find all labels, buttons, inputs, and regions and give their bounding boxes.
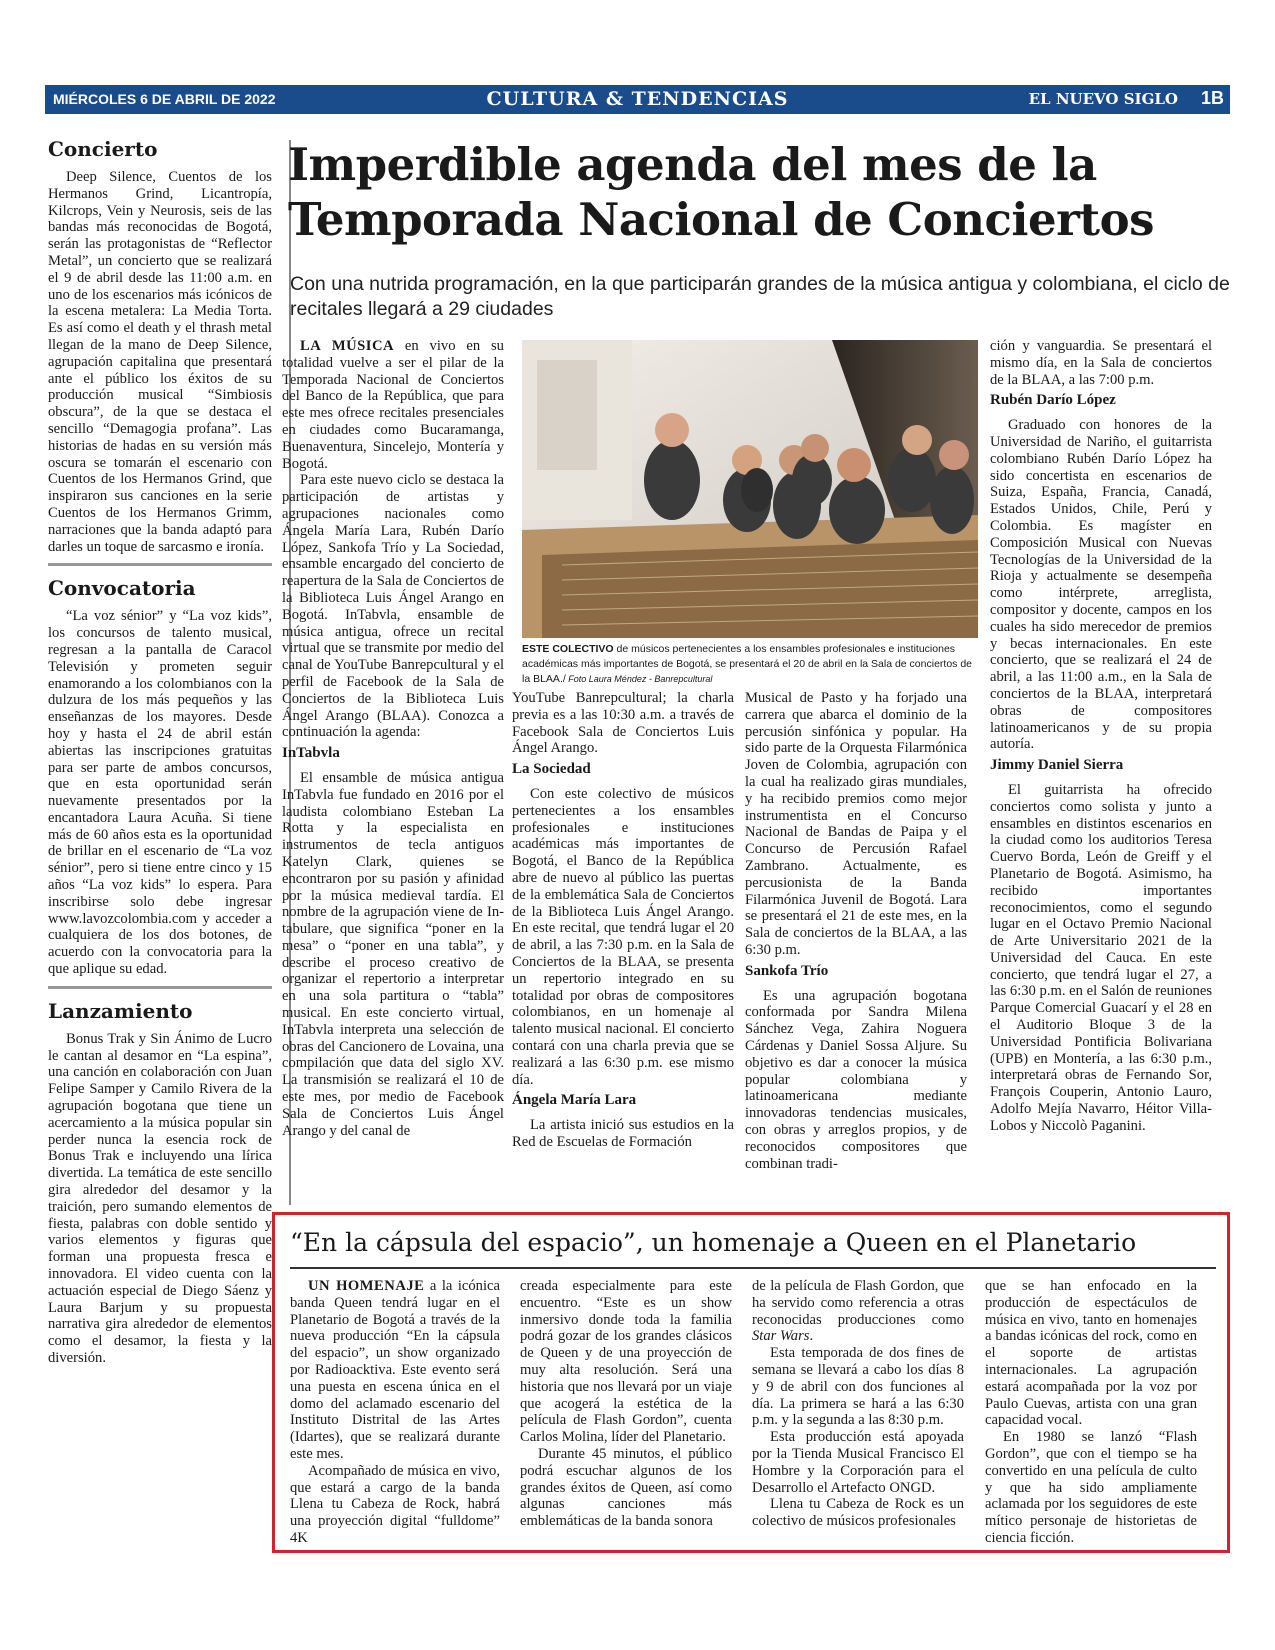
brief-lanzamiento [48,1031,272,1367]
section-title: CULTURA & TENDENCIAS [486,88,789,110]
newspaper-name: EL NUEVO SIGLO [1028,90,1178,108]
sidebar-briefs [48,137,272,1367]
article-paragraph: El ensamble de música antigua InTabvla fue fundado en 2016 por el laudista colombiano Esteban La Rotta y la especialista en instrumentos de tecla antiguos Katelyn Clark, quienes se encontraron por su pasión y afinidad por la música medieval tardía. El nombre de la agrupación viene de In-tabulare, que significa “poner en la mesa” o “poner en una tabla”, y describe el proceso creativo de organizar el repertorio a interpretar en una sola partitura o “tabla” musical. En este concierto virtual, InTabvla interpreta una selección de obras del Cancionero de Lovaina, una compilación que data del siglo XV. La transmisión se realizará el 10 de este mes, por medio de Facebook Sala de Conciertos Luis Ángel Arango y del canal de [282,769,504,1139]
box-paragraph: creada especialmente para este encuentro. “Este es un show inmersivo donde toda la familia podrá gozar de los grandes clásicos de Queen y de una proyección de muy alta resolución. Será una historia que nos llevará por un viaje que acogerá la estética de la película de Flash Gordon”, cuenta Carlos Molina, líder del Planetario. [520,1278,732,1446]
box-paragraph: Esta producción está apoyada por la Tienda Musical Francisco El Hombre y la Corporación para el Desarrollo el Artefacto ONGD. [752,1429,964,1496]
film-title: Star Wars [752,1328,810,1345]
photo-caption [522,642,978,687]
box-text: . [809,1328,814,1345]
caption-text: de músicos pertenecientes a los ensambles profesionales e instituciones académicas más importantes de Bogotá, se presentará el 20 de abril en la Sala de conciertos de la BLAA./ [522,643,973,685]
brief-heading-concierto: Concierto [48,137,158,161]
musicians-photo [522,340,978,638]
box-title-rule [290,1267,1216,1269]
box-paragraph [752,1278,964,1345]
subhead-ruben-dario-lopez: Rubén Darío López [990,392,1116,409]
brief-convocatoria-text: “La voz sénior” y “La voz kids”, los concursos de talento musical, regresan a la pantalla de Caracol Televisión y prometen seguir enamorando a los colombianos con la dulzura de los más pequeños y las enseñanzas de los mayores. Desde hoy y hasta el 24 de abril están abiertas las inscripciones gratuitas para ser parte de ambos concursos, que en esta oportunidad serán nuevamente presentados por la encantadora Laura Acuña. Si tiene más de 60 años esta es la oportunidad de brillar en el escenario de “La voz sénior”, pero si tiene entre cinco y 15 años “La voz kids” lo espera. Para inscribirse solo debe ingresar www.lavozcolombia.com y acceder a cualquiera de los dos botones, de acuerdo con la convocatoria para la que aplique su edad. [48,608,272,978]
box-paragraph: Esta temporada de dos fines de semana se llevará a cabo los días 8 y 9 de abril con dos funciones al día. La primera se hará a las 6:30 p.m. y la segunda a las 8:30 p.m. [752,1345,964,1429]
article-paragraph: La artista inició sus estudios en la Red de Escuelas de Formación [512,1117,734,1150]
box-headline: “En la cápsula del espacio”, un homenaje a Queen en el Planetario [290,1228,1137,1257]
box-text: a la icónica banda Queen tendrá lugar en el Planetario de Bogotá a través de la nueva producción “En la cápsula del espacio”, un show organizado por Radioacktiva. Este evento será una puesta en escena única en el domo del aclamado escenario del Instituto Distrital de las Artes (Idartes), que se realizará durante este mes. [290,1278,500,1462]
article-paragraph: YouTube Banrepcultural; la charla previa es a las 10:30 a.m. a través de Facebook Sala de Conciertos Luis Ángel Arango. [512,690,734,757]
article-column-4 [990,338,1212,1135]
subhead-intabvla: InTabvla [282,745,340,762]
box-column-2 [520,1278,732,1530]
sidebar-divider [48,563,272,566]
sidebar-divider [48,986,272,989]
article-paragraph: El guitarrista ha ofrecido conciertos como solista y junto a ensambles en distintos escenarios en la ciudad como los auditorios Teresa Cuervo Borda, León de Greiff y el Planetario de Bogotá. Asimismo, ha recibido importantes reconocimientos, como el segundo lugar en el Octavo Premio Nacional de Arte Universitario 2021 de la Universidad del Cauca. En este concierto, que tendrá lugar el 27, a las 6:30 p.m. en el Salón de reuniones Parque Comercial Guacarí y el 28 en el Auditorio Bloque 3 de la Universidad Pontificia Bolivariana (UPB) en Montería, a las 6:30 p.m., interpretará obras de Fernando Sor, François Couperin, Antonio Lauro, Adolfo Mejía Navarro, Héitor Villa-Lobos y Niccolò Paganini. [990,781,1212,1134]
article-paragraph: Con este colectivo de músicos pertenecientes a los ensambles profesionales e instituciones académicas más importantes de Bogotá, el Banco de la República abre de nuevo al público las puertas de la emblemática Sala de Conciertos de la Biblioteca Luis Ángel Arango. En este recital, que tendrá lugar el 20 de abril, a las 7:30 p.m. en la Sala de Conciertos de la BLAA, se presenta un repertorio integrado en su totalidad por obras de compositores colombianos, en un homenaje al talento musical nacional. El concierto contará con una charla previa que se realizará a las 6:30 p.m. ese mismo día. [512,785,734,1088]
box-paragraph: Durante 45 minutos, el público podrá escuchar algunos de los grandes éxitos de Queen, así como algunas canciones más emblemáticas de la banda sonora [520,1445,732,1530]
article-text: en vivo en su totalidad vuelve a ser el pilar de la Temporada Nacional de Conciertos del Banco de la República, que para este mes ofrece recitales presenciales en ciudades como Bucaramanga, Buenaventura, Sincelejo, Montería y Bogotá. [282,338,504,472]
box-paragraph: que se han enfocado en la producción de espectáculos de música en vivo, tanto en homenajes a bandas icónicas del rock, como en el soporte de artistas internacionales. La agrupación estará acompañada por la voz por Paulo Cuevas, artista con una gran capacidad vocal. [985,1278,1197,1429]
box-column-4 [985,1278,1197,1547]
article-deck: Con una nutrida programación, en la que participarán grandes de la música antigua y colombiana, el ciclo de recitales llegará a 29 ciudades [290,273,1230,320]
photo-credit: Foto Laura Méndez - Banrepcultural [565,674,713,684]
box-paragraph [290,1278,500,1463]
box-lead-in: UN HOMENAJE [308,1278,425,1294]
article-headline: Imperdible agenda del mes de la Temporada Nacional de Conciertos [288,138,1154,246]
issue-date: MIÉRCOLES 6 DE ABRIL DE 2022 [53,91,276,107]
article-lead-in: LA MÚSICA [300,338,395,354]
box-text: de la película de Flash Gordon, que ha servido como referencia a otras reconocidas producciones como [752,1278,964,1328]
brief-concierto-text: Deep Silence, Cuentos de los Hermanos Grind, Licantropía, Kilcrops, Vein y Neurosis, seis de las bandas más reconocidas de Bogotá, serán las protagonistas de “Reflector Metal”, un concierto que se realizará el 9 de abril desde las 11:00 a.m. en uno de los escenarios más icónicos de la escena metalera: La Media Torta. Es así como el death y el thrash metal llegan de la mano de Deep Silence, agrupación capitalina que presentará ante el público los éxitos de su producción musical “Simbiosis obscura”, de la que se destaca el sencillo “Demagogia profana”. Las historias de hadas en su versión más oscura se tomarán el escenario con Cuentos de los Hermanos Grind, que inspiraron sus canciones en la serie Cuentos de los Hermanos Grimm, narraciones que la banda adaptó para darles un toque de sarcasmo e ironía. [48,169,272,555]
subhead-la-sociedad: La Sociedad [512,761,591,778]
article-paragraph: ción y vanguardia. Se presentará el mismo día, en la Sala de conciertos de la BLAA, a las 7:00 p.m. [990,338,1212,388]
article-paragraph: Para este nuevo ciclo se destaca la participación de artistas y agrupaciones nacionales como Ángela María Lara, Rubén Darío López, Sankofa Trío y La Sociedad, ensamble encargado del concierto de reapertura de la Sala de Conciertos de la Biblioteca Luis Ángel Arango en Bogotá. InTabvla, ensamble de música antigua, ofrece un recital virtual que se transmite por medio del canal de YouTube Banrepcultural y el perfil de Facebook de la Sala de Conciertos de la Biblioteca Luis Ángel Arango (BLAA). Conozca a continuación la agenda: [282,472,504,741]
brief-lanzamiento-text: Bonus Trak y Sin Ánimo de Lucro le cantan al desamor en “La espina”, una canción en colaboración con Juan Felipe Samper y Camilo Rivera de la agrupación bogotana que tiene un acercamiento a la música popular sin perder nunca la esencia rock de Bonus Trak e incluyendo una lírica divertida. La temática de este sencillo gira alrededor del desamor y la traición, pero sumando elementos de fiesta, palabras con doble sentido y varios elementos y figuras que forman una propuesta fresca e innovadora. El video cuenta con la actuación especial de Diego Sáenz y Laura Barjum y su propuesta narrativa gira alrededor de elementos como el desamor, la fiesta y la diversión. [48,1030,272,1366]
photo-illustration [522,340,978,638]
box-column-1 [290,1278,500,1547]
article-paragraph: Graduado con honores de la Universidad de Nariño, el guitarrista colombiano Rubén Darío López ha sido concertista en escenarios de Suiza, España, Francia, Canadá, Estados Unidos, Chile, Perú y Colombia. Es magíster en Composición Musical con Nuevas Tecnologías de la Universidad de la Rioja y actualmente se desempeña como intérprete, arreglista, compositor y docente, campos en los cuales ha sido merecedor de premios y becas internacionales. En este concierto, que se realizará el 24 de abril, a las 11:00 a.m., en la Sala de conciertos de la BLAA, interpretará obras de compositores latinoamericanos y de su propia autoría. [990,417,1212,753]
brief-convocatoria [48,608,272,978]
subhead-jimmy-daniel-sierra: Jimmy Daniel Sierra [990,757,1124,774]
box-column-3 [752,1278,964,1530]
box-paragraph: Llena tu Cabeza de Rock es un colectivo de músicos profesionales [752,1496,964,1530]
brief-concierto [48,169,272,555]
brief-heading-convocatoria: Convocatoria [48,576,196,601]
article-column-1 [282,338,504,1139]
brief-heading-lanzamiento: Lanzamiento [48,998,193,1023]
article-paragraph: Es una agrupación bogotana conformada por Sandra Milena Sánchez Vega, Zahira Noguera Cárdenas y Daniel Sossa Aljure. Su objetivo es dar a conocer la música popular colombiana y latinoamericana mediante innovadoras tendencias musicales, con obras y arreglos propios, y de reconocidos compositores que combinan tradi- [745,987,967,1172]
page-number: 1B [1200,88,1224,108]
subhead-angela-maria-lara: Ángela María Lara [512,1092,637,1109]
page-header-bar [45,85,1230,114]
article-paragraph [282,338,504,472]
subhead-sankofa-trio: Sankofa Trío [745,962,829,979]
caption-lead-in: ESTE COLECTIVO [522,643,614,655]
box-paragraph: En 1980 se lanzó “Flash Gordon”, que con el tiempo se ha convertido en una película de culto y que ha sido ampliamente aclamada por los seguidores de este mítico personaje de historietas de ciencia ficción. [985,1429,1197,1546]
article-column-2 [512,690,734,1151]
article-column-3 [745,690,967,1172]
box-paragraph: Acompañado de música en vivo, que estará a cargo de la banda Llena tu Cabeza de Rock, habrá una proyección digital “fulldome” 4K [290,1462,500,1546]
article-paragraph: Musical de Pasto y ha forjado una carrera que abarca el dominio de la percusión sinfónica y popular. Ha sido parte de la Orquesta Filarmónica Joven de Colombia, agrupación con la cual ha realizado giras mundiales, y ha recibido premios como mejor instrumentista en el Concurso Nacional de Bandas de Paipa y el Concurso de Percusión Rafael Zambrano. Actualmente, es percusionista de la Banda Filarmónica Juvenil de Bogotá. Lara se presentará el 21 de este mes, en la Sala de conciertos de la BLAA, a las 6:30 p.m. [745,690,967,958]
